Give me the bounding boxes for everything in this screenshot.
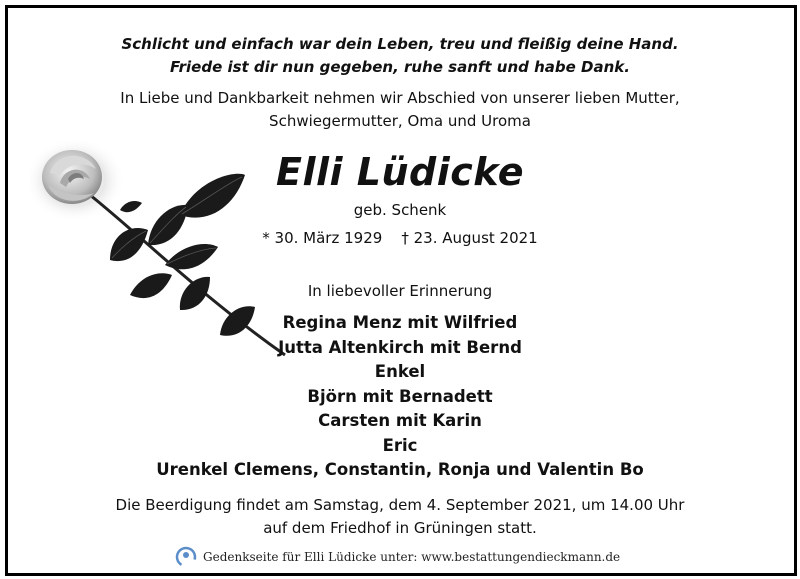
birth-name: geb. Schenk (353, 201, 447, 219)
memorial-logo-icon (175, 546, 197, 568)
funeral-line-1: Die Beerdigung findet am Samstag, dem 4. September 2021, um 14.00 Uhr (115, 496, 685, 514)
life-dates (0, 229, 800, 247)
mourner-line: Jutta Altenkirch mit Bernd (278, 337, 522, 357)
motto-line-2: Friede ist dir nun gegeben, ruhe sanft und habe Dank. (170, 58, 630, 76)
footer (175, 546, 620, 568)
mourner-line: Eric (382, 435, 418, 455)
motto-line-1: Schlicht und einfach war dein Leben, treu und fleißig deine Hand. (121, 35, 679, 53)
mourner-line: Carsten mit Karin (318, 411, 482, 430)
deceased-name: Elli Lüdicke (276, 150, 524, 194)
birth-date: * 30. März 1929 (262, 229, 383, 247)
memorial-page-link[interactable]: Gedenkseite für Elli Lüdicke unter: www.bestattungendieckmann.de (203, 550, 621, 564)
death-date: † 23. August 2021 (401, 229, 538, 247)
mourner-line: Enkel (374, 362, 426, 381)
funeral-line-2: auf dem Friedhof in Grüningen statt. (263, 519, 537, 537)
intro-line-1: In Liebe und Dankbarkeit nehmen wir Abschied von unserer lieben Mutter, (120, 89, 680, 107)
memory-line: In liebevoller Erinnerung (307, 282, 493, 300)
mourner-line: Björn mit Bernadett (307, 386, 493, 406)
mourners-list (0, 311, 800, 483)
mourner-line: Urenkel Clemens, Constantin, Ronja und Valentin Bo (156, 460, 644, 479)
mourner-line: Regina Menz mit Wilfried (282, 313, 518, 332)
intro-line-2: Schwiegermutter, Oma und Uroma (269, 112, 531, 130)
